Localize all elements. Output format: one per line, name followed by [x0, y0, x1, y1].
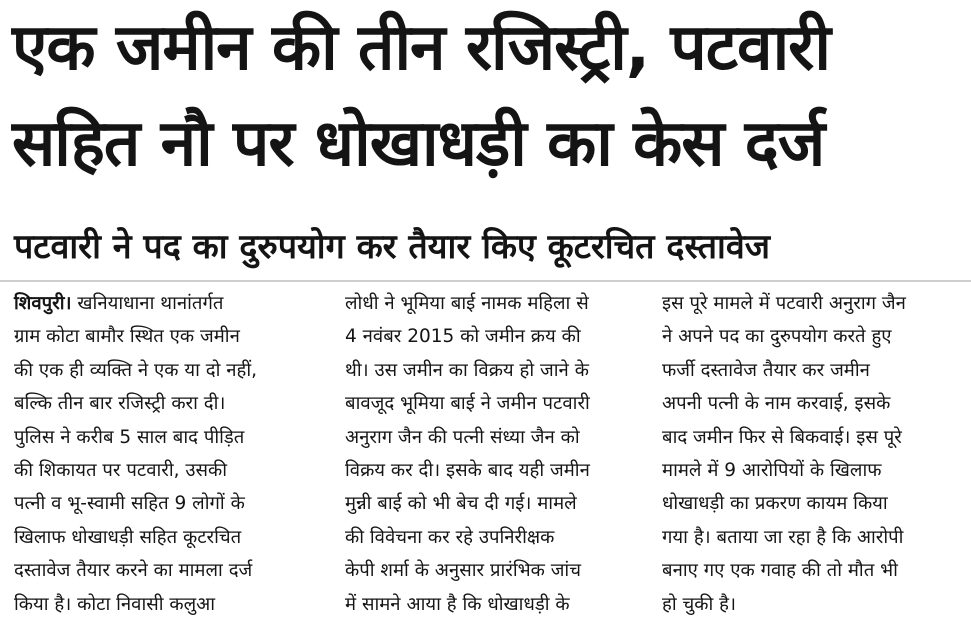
column-line: [14, 287, 314, 320]
column-line: मामले में 9 आरोपियों के खिलाफ: [662, 459, 882, 481]
column-line: बावजूद भूमिया बाई ने जमीन पटवारी: [345, 393, 590, 415]
column-line: इस पूरे मामले में पटवारी अनुराग जैन: [662, 293, 906, 314]
column-line: पुलिस ने करीब 5 साल बाद पीड़ित: [14, 426, 245, 448]
column-line: अनुराग जैन की पत्नी संध्या जैन को: [345, 426, 580, 448]
column-line: किया है। कोटा निवासी कलुआ: [14, 593, 216, 615]
column-line: हो चुकी है।: [662, 593, 736, 615]
column-line: केपी शर्मा के अनुसार प्रारंभिक जांच: [345, 560, 581, 582]
column-line: फर्जी दस्तावेज तैयार कर जमीन: [662, 359, 870, 381]
column-line: 4 नवंबर 2015 को जमीन क्रय की: [345, 326, 581, 348]
subheadline: पटवारी ने पद का दुरुपयोग कर तैयार किए कूटरचित दस्तावेज: [14, 227, 770, 267]
column-line: ग्राम कोटा बामौर स्थित एक जमीन: [14, 326, 240, 348]
article-column-2: [345, 287, 645, 621]
column-line: गया है। बताया जा रहा है कि आरोपी: [662, 526, 904, 548]
column-line: की शिकायत पर पटवारी, उसकी: [14, 459, 228, 481]
column-line: धोखाधड़ी का प्रकरण कायम किया: [662, 493, 888, 515]
headline-line-1: एक जमीन की तीन रजिस्ट्री, पटवारी: [12, 11, 830, 85]
column-line: की विवेचना कर रहे उपनिरीक्षक: [345, 526, 555, 548]
dateline: शिवपुरी।: [14, 293, 72, 314]
article-column-3: [662, 287, 962, 621]
column-line: खिलाफ धोखाधड़ी सहित कूटरचित: [14, 526, 242, 548]
column-line: थी। उस जमीन का विक्रय हो जाने के: [345, 359, 589, 381]
column-line: दस्तावेज तैयार करने का मामला दर्ज: [14, 560, 253, 582]
article-column-1: [14, 287, 314, 621]
column-line: ने अपने पद का दुरुपयोग करते हुए: [662, 326, 892, 348]
column-line: अपनी पत्नी के नाम करवाई, इसके: [662, 393, 891, 415]
column-line: में सामने आया है कि धोखाधड़ी के: [345, 593, 570, 615]
column-line: की एक ही व्यक्ति ने एक या दो नहीं,: [14, 359, 258, 381]
column-line: बनाए गए एक गवाह की तो मौत भी: [662, 560, 898, 582]
column-line: बल्कि तीन बार रजिस्ट्री करा दी।: [14, 393, 226, 415]
headline-line-2: सहित नौ पर धोखाधड़ी का केस दर्ज: [12, 107, 825, 181]
column-line: विक्रय कर दी। इसके बाद यही जमीन: [345, 459, 590, 481]
column-line: बाद जमीन फिर से बिकवाई। इस पूरे: [662, 426, 902, 448]
divider: [0, 280, 971, 282]
column-line: लोधी ने भूमिया बाई नामक महिला से: [345, 293, 589, 314]
column-line: पत्नी व भू-स्वामी सहित 9 लोगों के: [14, 493, 245, 515]
column-line-text: खनियाधाना थानांतर्गत: [71, 293, 224, 314]
column-line: मुन्नी बाई को भी बेच दी गई। मामले: [345, 493, 577, 515]
